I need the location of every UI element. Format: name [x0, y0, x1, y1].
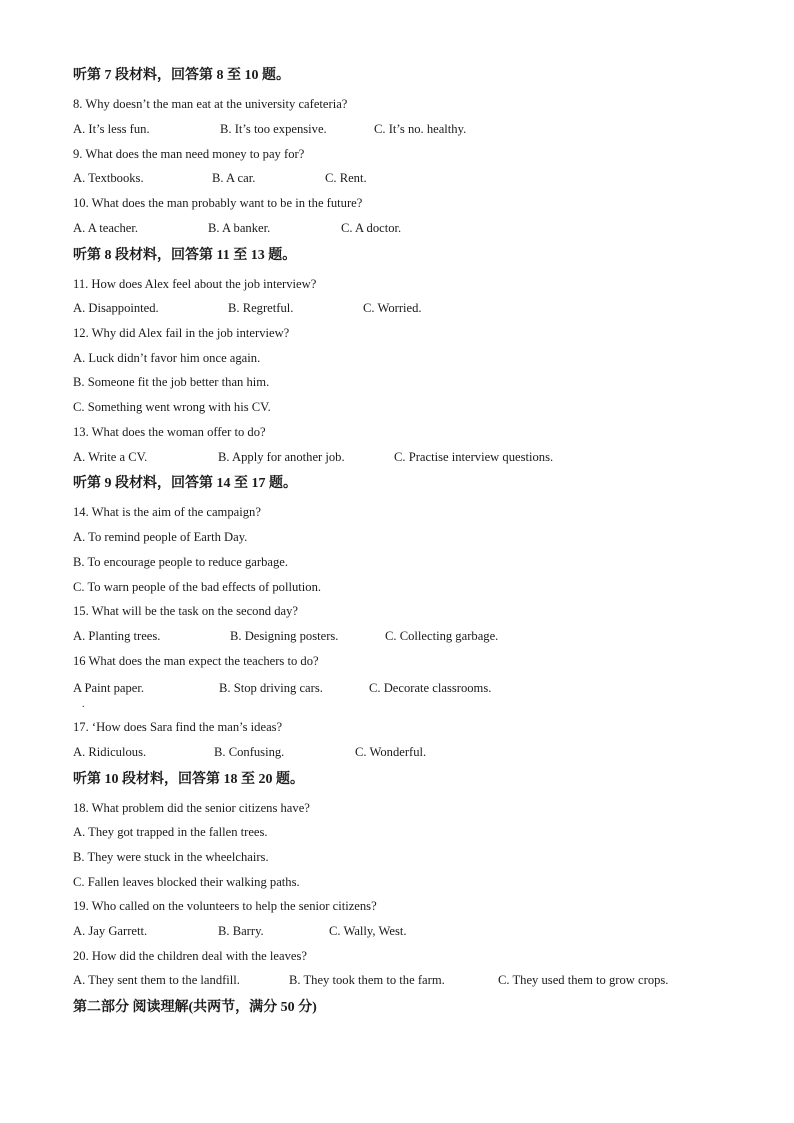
question-18-option-c: C. Fallen leaves blocked their walking paths.: [73, 875, 300, 889]
question-14-stem: 14. What is the aim of the campaign?: [73, 505, 261, 519]
option-c: C. Collecting garbage.: [385, 629, 499, 643]
option-a: A. Disappointed.: [73, 301, 159, 315]
question-9-options: [73, 170, 367, 186]
question-14-option-b: B. To encourage people to reduce garbage.: [73, 555, 288, 569]
question-15-options: [73, 628, 498, 644]
question-15-stem: 15. What will be the task on the second day?: [73, 604, 298, 618]
question-20-stem: 20. How did the children deal with the leaves?: [73, 949, 307, 963]
option-c: C. Wonderful.: [355, 745, 427, 759]
question-18-option-b: B. They were stuck in the wheelchairs.: [73, 850, 269, 864]
option-a: A. Textbooks.: [73, 171, 144, 185]
option-b: B. Stop driving cars.: [219, 681, 323, 695]
question-11-options: [73, 300, 422, 316]
section-heading-8: 听第 8 段材料，回答第 11 至 13 题。: [73, 248, 297, 263]
option-c: C. Wally, West.: [329, 924, 407, 938]
question-12-stem: 12. Why did Alex fail in the job interview?: [73, 326, 290, 340]
option-b: B. Barry.: [218, 924, 264, 938]
option-c: C. Practise interview questions.: [394, 450, 554, 464]
question-8-stem: 8. Why doesn’t the man eat at the university cafeteria?: [73, 97, 348, 111]
question-8-options: [73, 121, 466, 137]
option-c: C. Rent.: [325, 171, 367, 185]
question-16-stem: 16 What does the man expect the teachers to do?: [73, 654, 319, 668]
question-13-stem: 13. What does the woman offer to do?: [73, 425, 266, 439]
question-12-option-c: C. Something went wrong with his CV.: [73, 400, 271, 414]
question-17-stem: 17. ‘How does Sara find the man’s ideas?: [73, 720, 283, 734]
option-a: A. Ridiculous.: [73, 745, 147, 759]
option-a: A Paint paper.: [73, 681, 145, 695]
option-c: C. It’s no. healthy.: [374, 122, 467, 136]
option-c: C. Decorate classrooms.: [369, 681, 492, 695]
question-20-options: [73, 972, 668, 988]
option-b: B. A banker.: [208, 221, 271, 235]
question-10-stem: 10. What does the man probably want to be in the future?: [73, 196, 363, 210]
section-heading-7: 听第 7 段材料，回答第 8 至 10 题。: [73, 68, 290, 83]
option-c: C. They used them to grow crops.: [498, 973, 669, 987]
option-c: C. Worried.: [363, 301, 422, 315]
option-b: B. A car.: [212, 171, 256, 185]
option-b: B. It’s too expensive.: [220, 122, 327, 136]
section-heading-10: 听第 10 段材料，回答第 18 至 20 题。: [73, 772, 304, 787]
question-10-options: [73, 220, 401, 236]
question-17-options: [73, 744, 426, 760]
option-b: B. Apply for another job.: [218, 450, 345, 464]
question-14-option-a: A. To remind people of Earth Day.: [73, 530, 248, 544]
option-b: B. Regretful.: [228, 301, 294, 315]
option-a: A. They sent them to the landfill.: [73, 973, 240, 987]
option-b: B. Confusing.: [214, 745, 285, 759]
question-12-option-b: B. Someone fit the job better than him.: [73, 375, 270, 389]
question-19-options: [73, 923, 407, 939]
section-heading-9: 听第 9 段材料，回答第 14 至 17 题。: [73, 476, 297, 491]
question-11-stem: 11. How does Alex feel about the job interview?: [73, 277, 317, 291]
part-two-heading: 第二部分 阅读理解(共两节，满分 50 分): [73, 1000, 317, 1015]
option-b: B. Designing posters.: [230, 629, 339, 643]
option-b: B. They took them to the farm.: [289, 973, 445, 987]
option-a: A. Write a CV.: [73, 450, 148, 464]
option-a: A. A teacher.: [73, 221, 139, 235]
option-a: A. It’s less fun.: [73, 122, 150, 136]
question-13-options: [73, 449, 553, 465]
question-14-option-c: C. To warn people of the bad effects of pollution.: [73, 580, 322, 594]
question-9-stem: 9. What does the man need money to pay for?: [73, 147, 305, 161]
option-a: A. Jay Garrett.: [73, 924, 148, 938]
option-a: A. Planting trees.: [73, 629, 161, 643]
question-18-stem: 18. What problem did the senior citizens have?: [73, 801, 310, 815]
option-c: C. A doctor.: [341, 221, 402, 235]
question-19-stem: 19. Who called on the volunteers to help the senior citizens?: [73, 899, 377, 913]
question-12-option-a: A. Luck didn’t favor him once again.: [73, 351, 261, 365]
stray-dot: .: [82, 699, 85, 710]
question-16-options: [73, 680, 491, 696]
question-18-option-a: A. They got trapped in the fallen trees.: [73, 825, 268, 839]
